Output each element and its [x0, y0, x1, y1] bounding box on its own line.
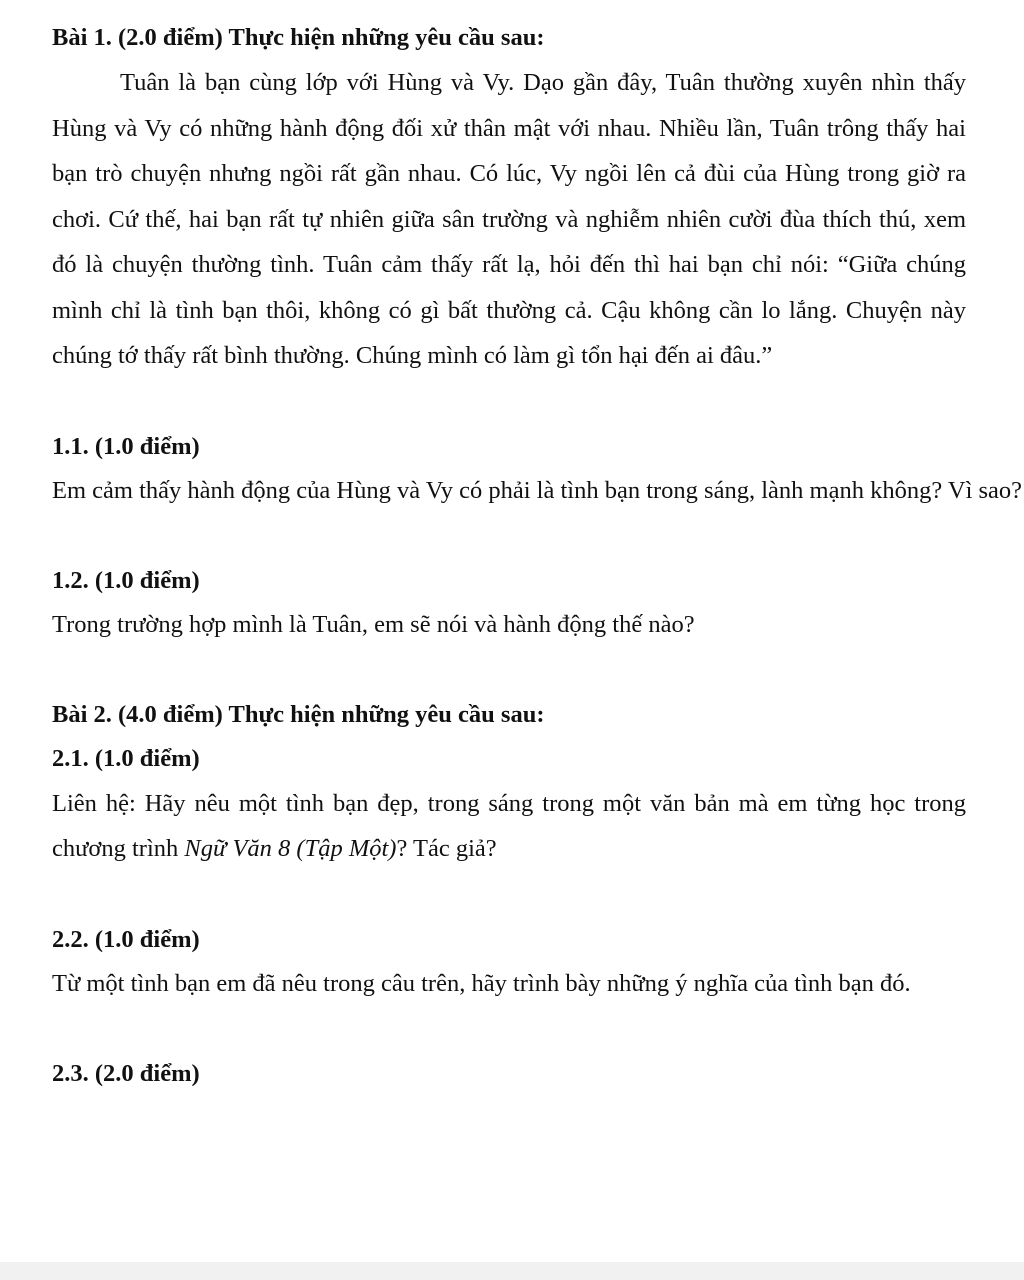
q2-1-text-italic: Ngữ Văn 8 (Tập Một)	[184, 835, 397, 862]
q2-2-heading: 2.2. (1.0 điểm)	[52, 925, 200, 953]
page-bottom-edge	[0, 1262, 1024, 1280]
q2-1-heading: 2.1. (1.0 điểm)	[52, 744, 200, 772]
q1-2-heading: 1.2. (1.0 điểm)	[52, 566, 200, 594]
spacer	[52, 872, 966, 918]
q2-1-text	[52, 781, 966, 872]
spacer	[52, 513, 966, 559]
q2-3-heading: 2.3. (2.0 điểm)	[52, 1059, 200, 1087]
spacer	[52, 1006, 966, 1052]
q2-1-text-after: ? Tác giả?	[396, 835, 497, 862]
bai1-passage: Tuân là bạn cùng lớp với Hùng và Vy. Dạo gần đây, Tuân thường xuyên nhìn thấy Hùng và Vy có những hành động đối xử thân mật với nhau. Nhiều lần, Tuân trông thấy hai bạn trò chuyện nhưng ngồi rất gần nhau. Có lúc, Vy ngồi lên cả đùi của Hùng trong giờ ra chơi. Cứ thế, hai bạn rất tự nhiên giữa sân trường và nghiễm nhiên cười đùa thích thú, xem đó là chuyện thường tình. Tuân cảm thấy rất lạ, hỏi đến thì hai bạn chỉ nói: “Giữa chúng mình chỉ là tình bạn thôi, không có gì bất thường cả. Cậu không cần lo lắng. Chuyện này chúng tớ thấy rất bình thường. Chúng mình có làm gì tổn hại đến ai đâu.”	[52, 69, 966, 369]
spacer	[52, 379, 966, 425]
q2-1-text-before: Liên hệ: Hãy nêu một tình bạn đẹp, trong sáng trong một văn bản mà em từng học trong chương trình	[52, 789, 966, 862]
q2-2-text: Từ một tình bạn em đã nêu trong câu trên, hãy trình bày những ý nghĩa của tình bạn đó.	[52, 969, 911, 997]
q1-2-text: Trong trường hợp mình là Tuân, em sẽ nói và hành động thế nào?	[52, 610, 695, 638]
spacer	[52, 647, 966, 693]
document-content	[52, 16, 1023, 1096]
bai2-heading: Bài 2. (4.0 điểm) Thực hiện những yêu cầu sau:	[52, 700, 545, 728]
bai1-heading: Bài 1. (2.0 điểm) Thực hiện những yêu cầu sau:	[52, 24, 545, 51]
q1-1-heading: 1.1. (1.0 điểm)	[52, 432, 200, 460]
q1-1-text: Em cảm thấy hành động của Hùng và Vy có phải là tình bạn trong sáng, lành mạnh không? Vì sao?	[52, 476, 1023, 504]
